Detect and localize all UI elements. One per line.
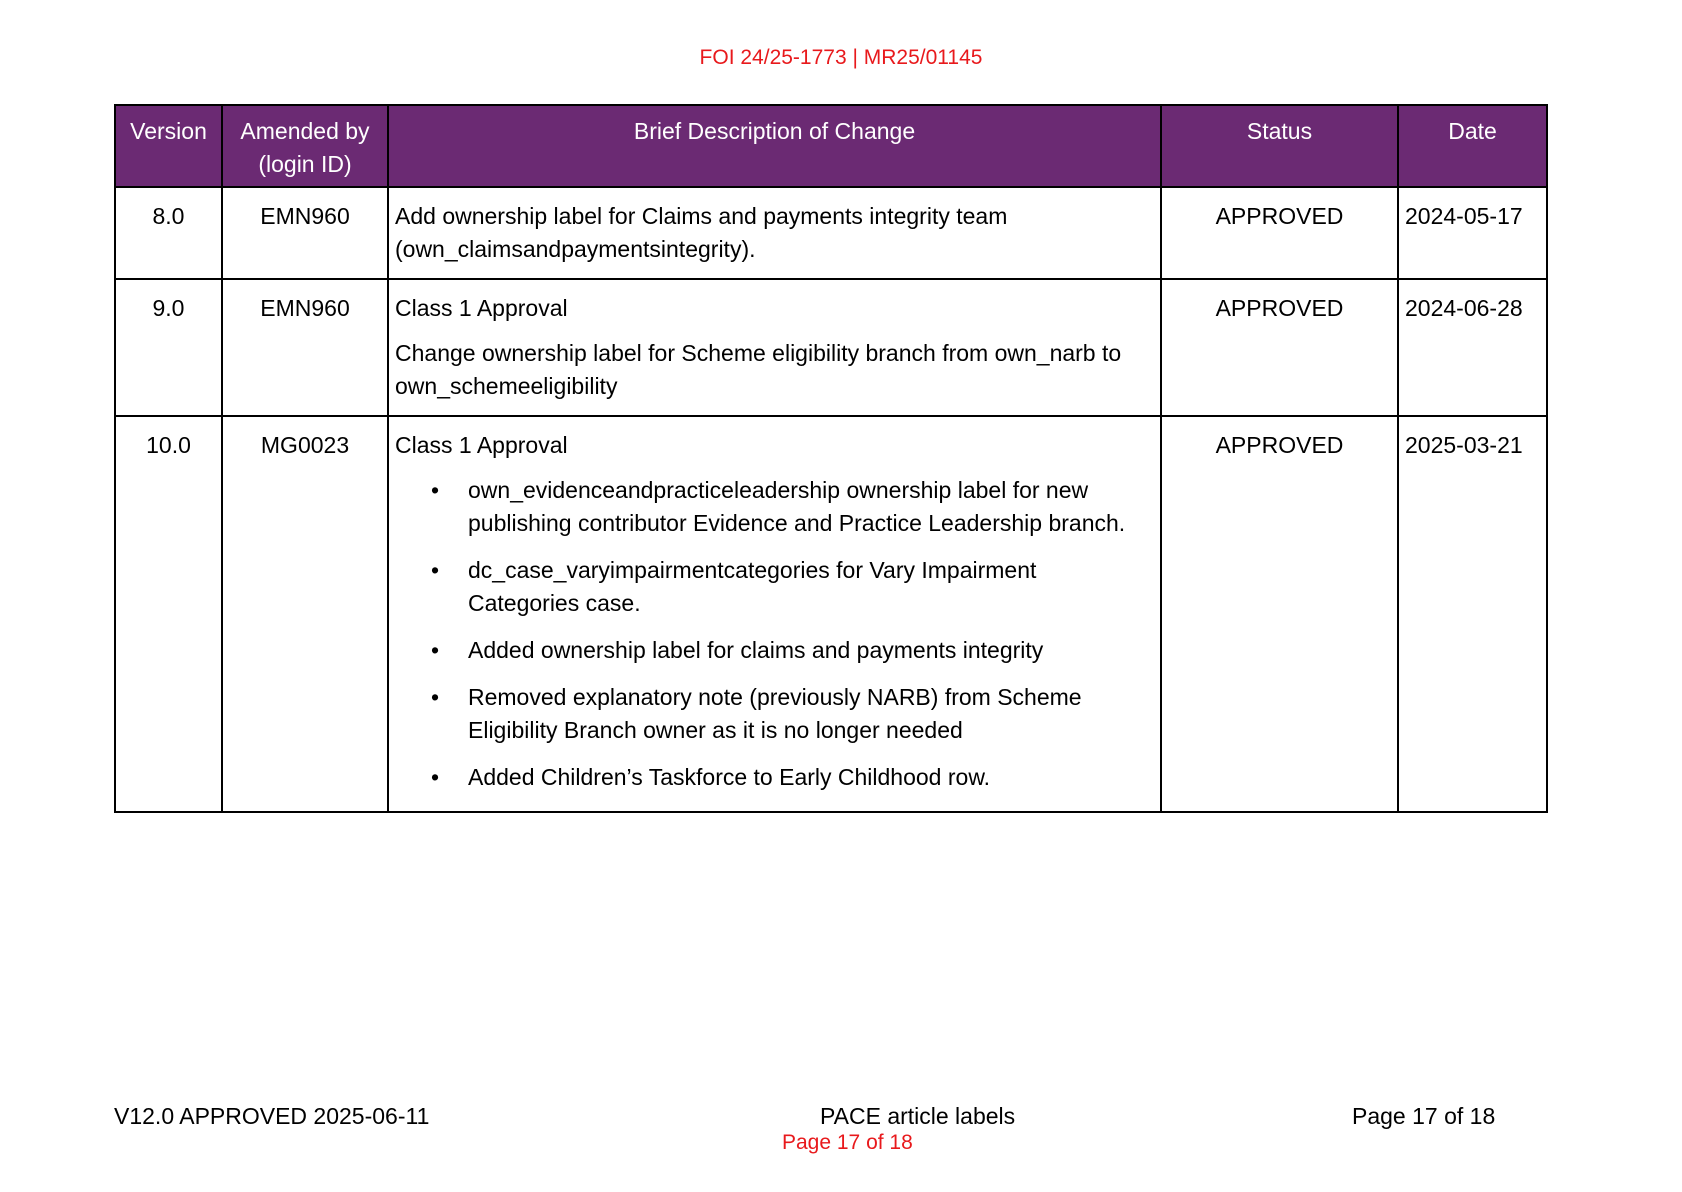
table-row	[115, 279, 1547, 416]
list-item	[395, 681, 1154, 747]
cell-description	[388, 187, 1161, 279]
cell-date: 2024-06-28	[1398, 279, 1547, 416]
bullet-icon: •	[431, 557, 440, 583]
column-header-date: Date	[1398, 105, 1547, 187]
cell-status: APPROVED	[1161, 187, 1398, 279]
list-item	[395, 761, 1154, 794]
cell-version: 10.0	[115, 416, 222, 812]
description-paragraph: Change ownership label for Scheme eligibility branch from own_narb to own_schemeeligibility	[395, 340, 1122, 399]
cell-date: 2024-05-17	[1398, 187, 1547, 279]
description-paragraph: Add ownership label for Claims and payments integrity team (own_claimsandpaymentsintegrity).	[395, 203, 1008, 262]
bullet-icon: •	[431, 764, 440, 790]
cell-description	[388, 279, 1161, 416]
column-header-description: Brief Description of Change	[388, 105, 1161, 187]
column-header-version: Version	[115, 105, 222, 187]
revision-history-table	[114, 104, 1548, 813]
bullet-icon: •	[431, 684, 440, 710]
table-header-row	[115, 105, 1547, 187]
column-header-status: Status	[1161, 105, 1398, 187]
table-body	[115, 187, 1547, 812]
cell-amended-by: MG0023	[222, 416, 388, 812]
bullet-icon: •	[431, 477, 440, 503]
bullet-text: Removed explanatory note (previously NARB) from Scheme Eligibility Branch owner as it is no longer needed	[468, 684, 1082, 743]
cell-version: 9.0	[115, 279, 222, 416]
table-row	[115, 187, 1547, 279]
bullet-text: Added ownership label for claims and payments integrity	[468, 637, 1044, 663]
footer-page-number: Page 17 of 18	[1352, 1103, 1496, 1129]
list-item	[395, 474, 1154, 540]
bullet-icon: •	[431, 637, 440, 663]
bullet-text: own_evidenceandpracticeleadership ownership label for new publishing contributor Evidence and Practice Leadership branch.	[468, 477, 1126, 536]
description-bullet-list	[395, 474, 1154, 794]
cell-amended-by: EMN960	[222, 279, 388, 416]
list-item	[395, 634, 1154, 667]
cell-version: 8.0	[115, 187, 222, 279]
footer-title: PACE article labels	[820, 1103, 1016, 1129]
cell-amended-by: EMN960	[222, 187, 388, 279]
bullet-text: dc_case_varyimpairmentcategories for Vary Impairment Categories case.	[468, 557, 1037, 616]
footer-version: V12.0 APPROVED 2025-06-11	[114, 1103, 430, 1129]
footer-red-page-number: Page 17 of 18	[782, 1131, 913, 1154]
foi-reference-header: FOI 24/25-1773 | MR25/01145	[699, 46, 983, 69]
bullet-text: Added Children’s Taskforce to Early Childhood row.	[468, 764, 991, 790]
column-header-amended-by	[222, 105, 388, 187]
table-row	[115, 416, 1547, 812]
cell-status: APPROVED	[1161, 416, 1398, 812]
cell-description	[388, 416, 1161, 812]
description-paragraph: Class 1 Approval	[395, 295, 568, 321]
description-paragraph: Class 1 Approval	[395, 432, 568, 458]
cell-date: 2025-03-21	[1398, 416, 1547, 812]
cell-status: APPROVED	[1161, 279, 1398, 416]
list-item	[395, 554, 1154, 620]
column-header-amended-by-line1: Amended by	[240, 118, 370, 144]
column-header-amended-by-line2: (login ID)	[258, 151, 352, 177]
